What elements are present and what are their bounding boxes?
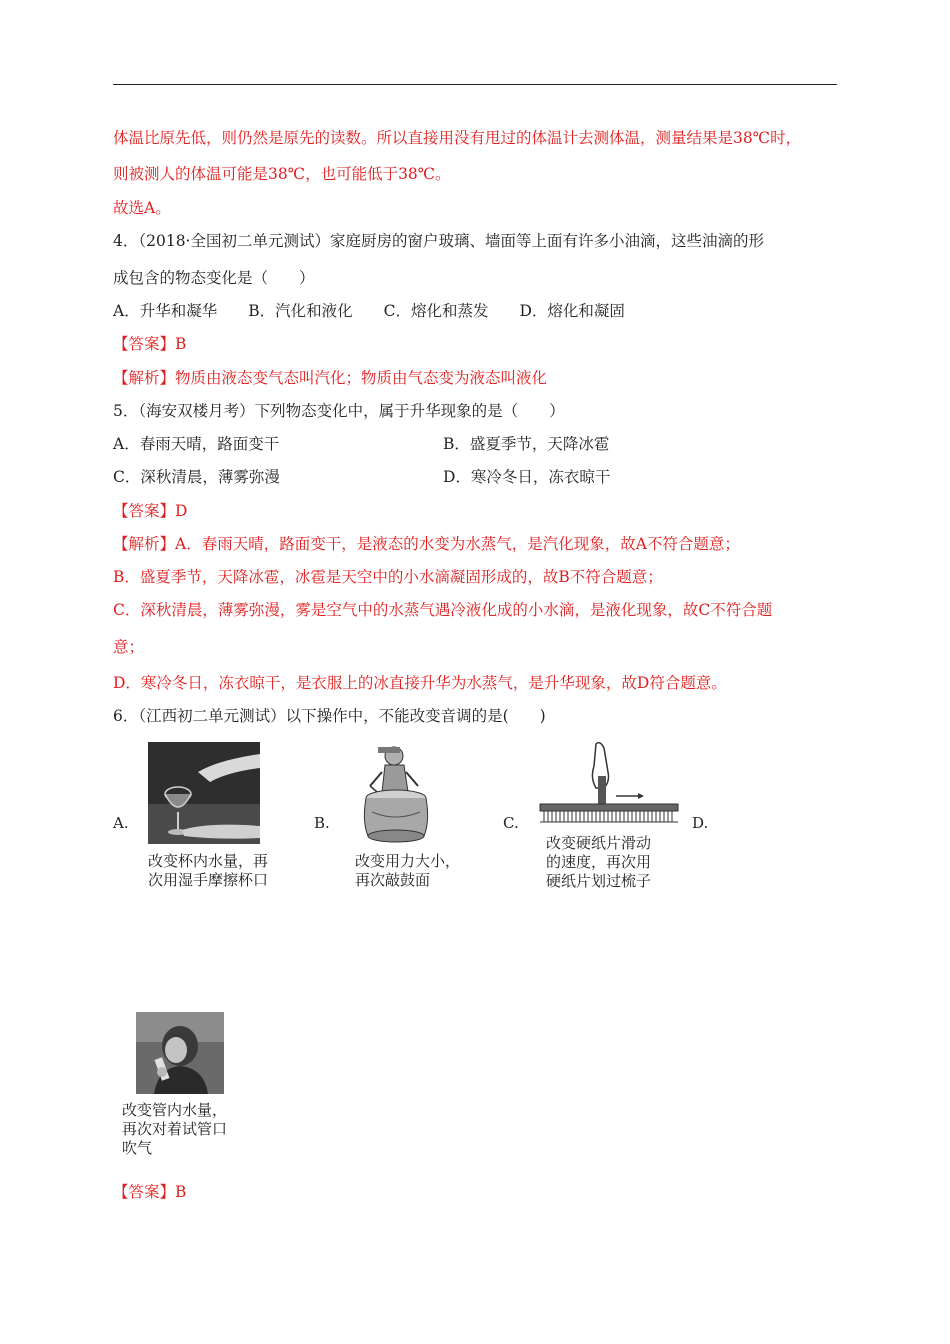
q5-analysis-b: B．盛夏季节，天降冰雹，冰雹是天空中的小水滴凝固形成的，故B不符合题意；: [113, 568, 663, 586]
q6-label-a: A.: [113, 814, 129, 832]
q6-label-c: C.: [503, 814, 519, 832]
q4-answer: 【答案】B: [113, 335, 187, 353]
q6-caption-d-line-1: 改变管内水量，: [122, 1101, 228, 1119]
q5-answer: 【答案】D: [113, 502, 188, 520]
q6-stem: 6．（江西初二单元测试）以下操作中，不能改变音调的是( ): [113, 707, 546, 725]
q6-caption-b-line-1: 改变用力大小，: [355, 852, 461, 870]
q5-analysis-a: 【解析】A．春雨天晴，路面变干，是液态的水变为水蒸气，是汽化现象，故A不符合题意；: [113, 535, 740, 553]
child-blowing-tube-photo: [136, 1012, 224, 1094]
q4-analysis: 【解析】物质由液态变气态叫汽化；物质由气态变为液态叫液化: [113, 369, 548, 387]
q5-stem: 5．（海安双楼月考）下列物态变化中，属于升华现象的是（ ）: [113, 402, 565, 420]
q4-stem-line-2: 成包含的物态变化是（ ）: [113, 269, 315, 287]
q6-label-d: D.: [692, 814, 709, 832]
prev-analysis-line-2: 则被测人的体温可能是38℃，也可能低于38℃。: [113, 165, 451, 183]
q5-analysis-c: C．深秋清晨，薄雾弥漫，雾是空气中的水蒸气遇冷液化成的小水滴，是液化现象，故C不符合题: [113, 601, 773, 619]
q5-option-d: D．寒冷冬日，冻衣晾干: [443, 468, 611, 486]
comb-card-illustration: [538, 742, 680, 828]
prev-analysis-line-1: 体温比原先低，则仍然是原先的读数。所以直接用没有甩过的体温计去测体温，测量结果是38℃时，: [113, 129, 802, 147]
q6-caption-d-line-2: 再次对着试管口: [122, 1120, 228, 1138]
q6-caption-c-line-3: 硬纸片划过梳子: [546, 872, 652, 890]
q6-label-b: B.: [314, 814, 330, 832]
q6-caption-a-line-2: 次用湿手摩擦杯口: [148, 871, 269, 889]
q4-options: A．升华和凝华 B．汽化和液化 C．熔化和蒸发 D．熔化和凝固: [113, 302, 625, 320]
q6-caption-d-line-3: 吹气: [122, 1139, 153, 1157]
drum-player-illustration: [352, 742, 440, 844]
q5-option-c: C．深秋清晨，薄雾弥漫: [113, 468, 280, 486]
q6-caption-c-line-2: 的速度，再次用: [546, 853, 652, 871]
q5-analysis-d: D．寒冷冬日，冻衣晾干，是衣服上的冰直接升华为水蒸气，是升华现象，故D符合题意。: [113, 674, 727, 692]
prev-conclusion: 故选A。: [113, 199, 171, 217]
q6-caption-b-line-2: 再次敲鼓面: [355, 871, 431, 889]
q5-analysis-c-cont: 意；: [113, 638, 145, 656]
q6-caption-c-line-1: 改变硬纸片滑动: [546, 834, 652, 852]
q6-answer: 【答案】B: [113, 1183, 187, 1201]
q5-option-b: B．盛夏季节，天降冰雹: [443, 435, 610, 453]
q5-option-a: A．春雨天晴，路面变干: [113, 435, 280, 453]
q6-caption-a-line-1: 改变杯内水量，再: [148, 852, 269, 870]
wine-glass-hand-photo: [148, 742, 260, 844]
header-rule: [113, 84, 837, 85]
q4-stem-line-1: 4．（2018·全国初二单元测试）家庭厨房的窗户玻璃、墙面等上面有许多小油滴，这些油滴的形: [113, 232, 764, 250]
